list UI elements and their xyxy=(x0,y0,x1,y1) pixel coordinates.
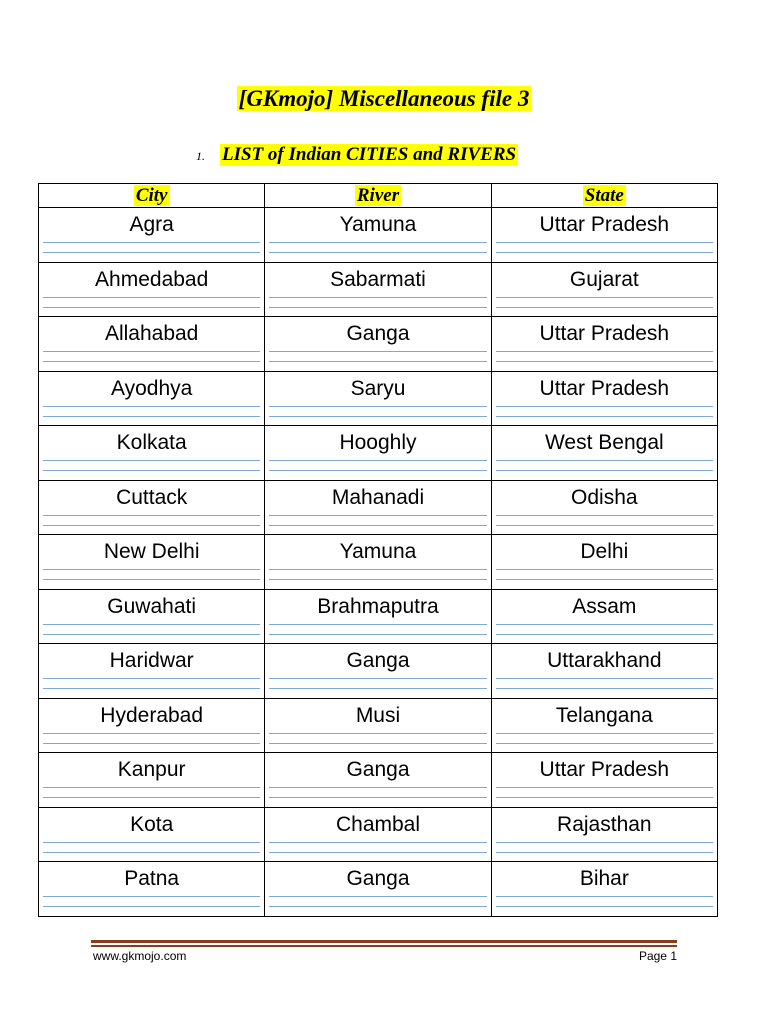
guide-line xyxy=(496,307,713,308)
guide-line xyxy=(269,678,486,679)
river-value: Saryu xyxy=(350,376,406,400)
guide-line xyxy=(269,624,486,625)
guide-line xyxy=(43,297,260,298)
table-row xyxy=(39,262,718,317)
river-value: Musi xyxy=(355,703,401,727)
table-row xyxy=(39,426,718,481)
guide-line xyxy=(269,297,486,298)
city-value: Patna xyxy=(124,867,180,890)
cell-city xyxy=(39,426,265,481)
state-value: Uttar Pradesh xyxy=(539,322,670,345)
cell-state xyxy=(491,371,717,426)
guide-line xyxy=(43,634,260,635)
guide-line xyxy=(496,733,713,734)
city-value: Hyderabad xyxy=(100,703,204,727)
cell-city xyxy=(39,480,265,535)
cell-city xyxy=(39,862,265,917)
section-heading-text: LIST of Indian CITIES and RIVERS xyxy=(222,144,517,165)
river-value: Chambal xyxy=(335,812,421,836)
guide-line xyxy=(496,515,713,516)
state-value: Odisha xyxy=(571,485,638,509)
guide-line xyxy=(269,787,486,788)
river-value: Ganga xyxy=(346,322,410,345)
city-value: Haridwar xyxy=(109,649,194,672)
river-value: Ganga xyxy=(346,649,410,672)
guide-line xyxy=(43,569,260,570)
guide-line xyxy=(269,406,486,407)
cell-state xyxy=(491,698,717,753)
cities-rivers-table xyxy=(38,183,718,917)
section-number: 1. xyxy=(196,149,205,163)
city-value: Ayodhya xyxy=(110,376,193,400)
guide-line xyxy=(269,525,486,526)
cell-river xyxy=(265,644,491,699)
table-row xyxy=(39,698,718,753)
guide-line xyxy=(496,797,713,798)
river-value: Mahanadi xyxy=(331,485,425,509)
guide-line xyxy=(496,896,713,897)
guide-line xyxy=(269,416,486,417)
guide-line xyxy=(496,852,713,853)
footer-rule xyxy=(91,940,677,943)
guide-line xyxy=(43,842,260,843)
table-row xyxy=(39,371,718,426)
cell-state xyxy=(491,644,717,699)
guide-line xyxy=(496,842,713,843)
guide-line xyxy=(496,906,713,907)
guide-line xyxy=(43,896,260,897)
cell-state xyxy=(491,753,717,808)
column-header-river: River xyxy=(265,184,491,208)
table-row xyxy=(39,480,718,535)
guide-line xyxy=(269,896,486,897)
section-heading xyxy=(196,144,518,166)
table-row xyxy=(39,535,718,590)
guide-line xyxy=(269,688,486,689)
guide-line xyxy=(496,525,713,526)
guide-line xyxy=(269,569,486,570)
state-value: Delhi xyxy=(580,540,629,563)
guide-line xyxy=(269,515,486,516)
table-row xyxy=(39,644,718,699)
guide-line xyxy=(43,252,260,253)
guide-line xyxy=(496,678,713,679)
state-value: Assam xyxy=(572,594,637,618)
city-value: Agra xyxy=(129,213,174,236)
cell-state xyxy=(491,317,717,372)
guide-line xyxy=(43,906,260,907)
guide-line xyxy=(496,569,713,570)
cell-city xyxy=(39,807,265,862)
cell-city xyxy=(39,698,265,753)
state-value: Uttarakhand xyxy=(547,649,662,672)
river-value: Hooghly xyxy=(339,431,417,454)
guide-line xyxy=(496,743,713,744)
table-row xyxy=(39,753,718,808)
guide-line xyxy=(269,842,486,843)
guide-line xyxy=(43,678,260,679)
guide-line xyxy=(43,307,260,308)
table-row xyxy=(39,208,718,263)
guide-line xyxy=(43,361,260,362)
page-title xyxy=(0,86,768,112)
cell-state xyxy=(491,480,717,535)
guide-line xyxy=(43,460,260,461)
table-body xyxy=(39,208,718,917)
column-header-state: State xyxy=(491,184,717,208)
guide-line xyxy=(43,525,260,526)
cell-state xyxy=(491,426,717,481)
cell-river xyxy=(265,371,491,426)
river-value: Sabarmati xyxy=(330,267,426,291)
state-value: Uttar Pradesh xyxy=(539,758,670,781)
river-value: Ganga xyxy=(346,758,410,781)
state-value: Uttar Pradesh xyxy=(539,213,670,236)
river-value: Yamuna xyxy=(339,213,417,236)
state-value: Bihar xyxy=(579,867,629,890)
state-value: Uttar Pradesh xyxy=(539,376,670,400)
guide-line xyxy=(496,579,713,580)
cell-river xyxy=(265,480,491,535)
table-row xyxy=(39,317,718,372)
city-value: Guwahati xyxy=(107,594,197,618)
guide-line xyxy=(43,743,260,744)
guide-line xyxy=(269,351,486,352)
footer-website: www.gkmojo.com xyxy=(93,949,187,963)
guide-line xyxy=(496,351,713,352)
guide-line xyxy=(496,787,713,788)
guide-line xyxy=(269,743,486,744)
cell-state xyxy=(491,262,717,317)
cell-state xyxy=(491,589,717,644)
footer-rule-thin xyxy=(91,945,677,947)
guide-line xyxy=(496,297,713,298)
city-value: Kolkata xyxy=(116,431,187,454)
guide-line xyxy=(43,797,260,798)
cell-river xyxy=(265,262,491,317)
guide-line xyxy=(43,515,260,516)
guide-line xyxy=(496,406,713,407)
cell-river xyxy=(265,317,491,372)
guide-line xyxy=(269,252,486,253)
guide-line xyxy=(496,624,713,625)
city-value: Allahabad xyxy=(104,322,199,345)
guide-line xyxy=(43,624,260,625)
guide-line xyxy=(43,351,260,352)
guide-line xyxy=(43,579,260,580)
cell-city xyxy=(39,208,265,263)
guide-line xyxy=(269,852,486,853)
river-value: Yamuna xyxy=(339,540,417,563)
guide-line xyxy=(496,634,713,635)
cell-river xyxy=(265,426,491,481)
city-value: Kota xyxy=(130,812,174,836)
guide-line xyxy=(43,688,260,689)
guide-line xyxy=(496,470,713,471)
cell-state xyxy=(491,862,717,917)
cell-state xyxy=(491,535,717,590)
guide-line xyxy=(496,416,713,417)
cell-river xyxy=(265,208,491,263)
guide-line xyxy=(496,688,713,689)
river-value: Ganga xyxy=(346,867,410,890)
table-header-row xyxy=(39,184,718,208)
guide-line xyxy=(269,470,486,471)
guide-line xyxy=(269,906,486,907)
cell-city xyxy=(39,644,265,699)
cell-river xyxy=(265,589,491,644)
state-value: West Bengal xyxy=(544,431,664,454)
cell-city xyxy=(39,535,265,590)
guide-line xyxy=(269,733,486,734)
guide-line xyxy=(43,852,260,853)
guide-line xyxy=(496,252,713,253)
cell-state xyxy=(491,208,717,263)
cell-river xyxy=(265,807,491,862)
page-title-text: [GKmojo] Miscellaneous file 3 xyxy=(238,86,530,111)
guide-line xyxy=(269,242,486,243)
column-header-city: City xyxy=(39,184,265,208)
table-row xyxy=(39,862,718,917)
table-row xyxy=(39,589,718,644)
city-value: Kanpur xyxy=(117,758,186,781)
cell-river xyxy=(265,862,491,917)
guide-line xyxy=(269,460,486,461)
cell-river xyxy=(265,698,491,753)
state-value: Telangana xyxy=(555,703,653,727)
city-value: Cuttack xyxy=(116,485,188,509)
guide-line xyxy=(269,797,486,798)
guide-line xyxy=(496,361,713,362)
table-row xyxy=(39,807,718,862)
cell-city xyxy=(39,262,265,317)
cell-city xyxy=(39,753,265,808)
guide-line xyxy=(43,733,260,734)
cell-state xyxy=(491,807,717,862)
state-value: Gujarat xyxy=(569,267,639,291)
guide-line xyxy=(43,406,260,407)
cell-city xyxy=(39,589,265,644)
guide-line xyxy=(43,470,260,471)
guide-line xyxy=(496,242,713,243)
cell-river xyxy=(265,753,491,808)
cell-city xyxy=(39,317,265,372)
guide-line xyxy=(269,307,486,308)
footer-page-number: Page 1 xyxy=(638,949,677,963)
guide-line xyxy=(43,242,260,243)
guide-line xyxy=(43,787,260,788)
river-value: Brahmaputra xyxy=(317,594,439,618)
state-value: Rajasthan xyxy=(557,812,652,836)
cell-city xyxy=(39,371,265,426)
guide-line xyxy=(496,460,713,461)
guide-line xyxy=(269,579,486,580)
guide-line xyxy=(43,416,260,417)
city-value: New Delhi xyxy=(103,540,200,563)
guide-line xyxy=(269,361,486,362)
guide-line xyxy=(269,634,486,635)
city-value: Ahmedabad xyxy=(95,267,209,291)
cell-river xyxy=(265,535,491,590)
